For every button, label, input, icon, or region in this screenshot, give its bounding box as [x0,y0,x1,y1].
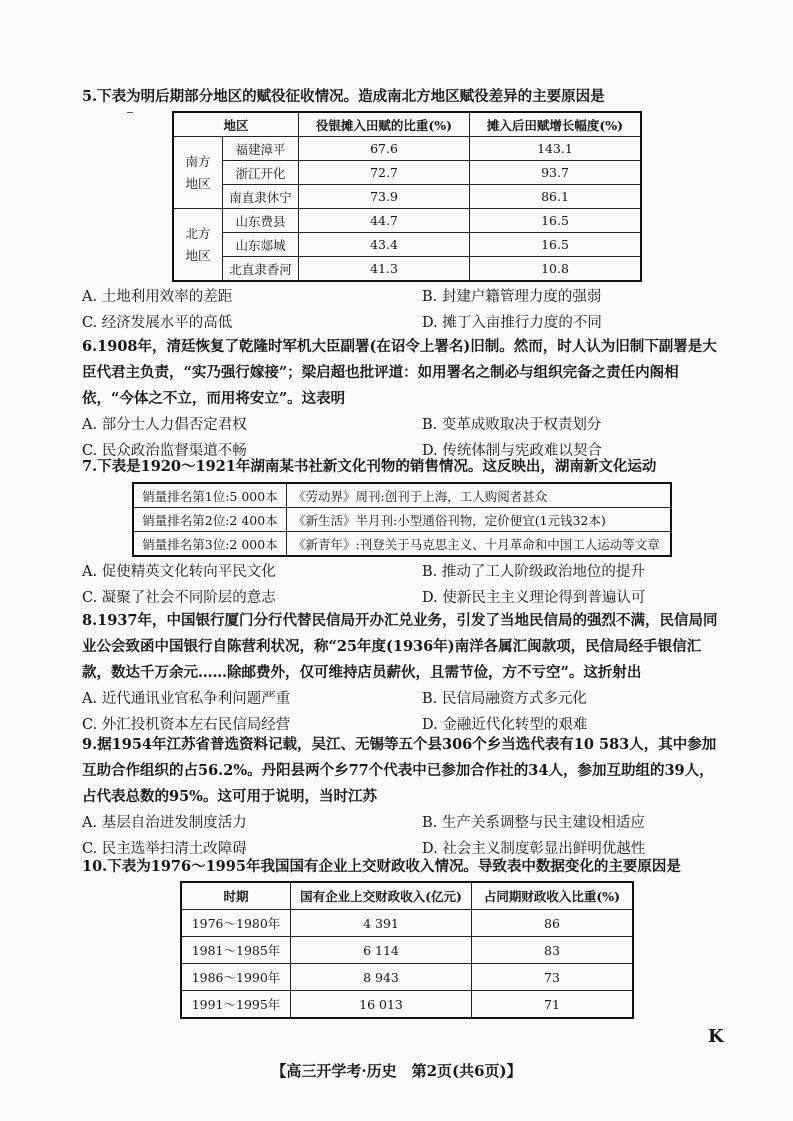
q5-table [172,111,642,282]
q10-cell: 83 [472,937,634,964]
q7-cell-rank: 销量排名第2位:2 400本 [133,508,287,532]
question-5-options [82,284,722,336]
q6-option-b[interactable]: B. 变革成败取决于权责划分 [422,417,602,433]
q5-cell: 72.7 [299,161,470,185]
q5-cell: 16.5 [470,209,642,233]
q10-cell: 16 013 [291,991,472,1019]
question-8 [82,608,722,738]
question-7-options [82,559,722,611]
q5-cell: 93.7 [470,161,642,185]
q7-cell-desc: 《新生活》半月刊:小型通俗刊物，定价便宜(1元钱32本) [287,508,672,532]
q10-cell: 86 [472,910,634,937]
q8-option-a[interactable]: A. 近代通讯业官私争利问题严重 [82,691,291,707]
q5-cell: 86.1 [470,185,642,209]
q10-header-period: 时期 [181,882,291,910]
question-9 [82,732,722,862]
question-8-stem: 8.1937年，中国银行厦门分行代替民信局开办汇兑业务，引发了当地民信局的强烈不满，民信局同业公会致函中国银行自陈营利状况，称“25年度(1936年)南洋各属汇闽款项，民信局经手银信汇款，数达千万余元……除邮费外，仅可维持店员薪伙，且需节俭，方不亏空”。这折射出 [82,612,718,681]
q5-cell: 福建漳平 [223,137,299,161]
question-7-stem: 7.下表是1920～1921年湖南某书社新文化刊物的销售情况。这反映出，湖南新文化运动 [82,458,657,475]
q10-table [180,881,634,1019]
question-7 [82,454,722,480]
q10-cell: 1976～1980年 [181,910,291,937]
q5-option-b[interactable]: B. 封建户籍管理力度的强弱 [422,289,602,305]
q7-cell-desc: 《新青年》:刊登关于马克思主义、十月革命和中国工人运动等文章 [287,532,672,557]
q10-cell: 6 114 [291,937,472,964]
q7-option-c[interactable]: C. 凝聚了社会不同阶层的意志 [82,590,276,606]
q5-cell: 41.3 [299,257,470,282]
q7-cell-desc: 《劳动界》周刊:创刊于上海，工人购阅者甚众 [287,483,672,508]
q5-header-region: 地区 [173,112,299,137]
q7-cell-rank: 销量排名第1位:5 000本 [133,483,287,508]
q10-cell: 71 [472,991,634,1019]
q8-option-c[interactable]: C. 外汇投机资本左右民信局经营 [82,717,291,733]
q7-option-b[interactable]: B. 推动了工人阶级政治地位的提升 [422,564,645,580]
q5-option-a[interactable]: A. 土地利用效率的差距 [82,289,233,305]
q10-cell: 73 [472,964,634,991]
q5-header-ratio: 役银摊入田赋的比重(%) [299,112,470,137]
q5-cell: 山东郯城 [223,233,299,257]
question-10 [82,854,722,880]
q6-option-c[interactable]: C. 民众政治监督渠道不畅 [82,443,247,459]
q9-option-d[interactable]: D. 社会主义制度彰显出鲜明优越性 [422,841,646,857]
q7-option-d[interactable]: D. 使新民主主义理论得到普遍认可 [422,590,646,606]
q10-cell: 1986～1990年 [181,964,291,991]
q5-header-growth: 摊入后田赋增长幅度(%) [470,112,642,137]
q6-option-a[interactable]: A. 部分士人力倡否定君权 [82,417,247,433]
stray-mark [127,112,133,113]
q5-cell: 44.7 [299,209,470,233]
q5-cell: 143.1 [470,137,642,161]
q5-option-c[interactable]: C. 经济发展水平的高低 [82,315,233,331]
q5-cell: 73.9 [299,185,470,209]
q9-option-b[interactable]: B. 生产关系调整与民主建设相适应 [422,815,645,831]
q9-option-c[interactable]: C. 民主选举扫清土改障碍 [82,841,247,857]
q5-option-d[interactable]: D. 摊丁入亩推行力度的不同 [422,315,602,331]
q5-group-south: 南方地区 [173,137,223,209]
q10-header-share: 占同期财政收入比重(%) [472,882,634,910]
q5-cell: 67.6 [299,137,470,161]
q10-cell: 1991～1995年 [181,991,291,1019]
q9-option-a[interactable]: A. 基层自治迸发制度活力 [82,815,247,831]
q10-cell: 1981～1985年 [181,937,291,964]
question-9-stem: 9.据1954年江苏省普选资料记载，吴江、无锡等五个县306个乡当选代表有10 583人，其中参加互助合作组织的占56.2%。丹阳县两个乡77个代表中已参加合作社的34人，参加互助组的39人，占代表总数的95%。这可用于说明，当时江苏 [82,736,717,805]
question-6 [82,334,722,464]
q7-table [132,482,672,557]
page-footer: 【高三开学考·历史 第2页(共6页)】 [271,1062,522,1080]
q6-option-d[interactable]: D. 传统体制与宪政难以契合 [422,443,602,459]
q10-cell: 4 391 [291,910,472,937]
q7-option-a[interactable]: A. 促使精英文化转向平民文化 [82,564,276,580]
question-10-stem: 10.下表为1976～1995年我国国有企业上交财政收入情况。导致表中数据变化的主要原因是 [82,858,681,875]
question-5-stem: 5.下表为明后期部分地区的赋役征收情况。造成南北方地区赋役差异的主要原因是 [82,88,605,105]
question-5 [82,84,722,110]
q5-cell: 10.8 [470,257,642,282]
q5-cell: 43.4 [299,233,470,257]
question-6-stem: 6.1908年，清廷恢复了乾隆时军机大臣副署(在诏令上署名)旧制。然而，时人认为旧制下副署是大臣代君主负责，“实乃强行嫁接”；梁启超也批评道：如用署名之制必与组织完备之责任内阁相依，“今体之不立，而用将安立”。这表明 [82,338,717,407]
q5-cell: 16.5 [470,233,642,257]
q8-option-d[interactable]: D. 金融近代化转型的艰难 [422,717,588,733]
q7-cell-rank: 销量排名第3位:2 000本 [133,532,287,557]
q10-header-revenue: 国有企业上交财政收入(亿元) [291,882,472,910]
q5-cell: 山东费县 [223,209,299,233]
q5-cell: 北直隶香河 [223,257,299,282]
q5-cell: 南直隶休宁 [223,185,299,209]
corner-mark: K [708,1026,724,1047]
q8-option-b[interactable]: B. 民信局融资方式多元化 [422,691,587,707]
q5-cell: 浙江开化 [223,161,299,185]
q5-group-north: 北方地区 [173,209,223,282]
q10-cell: 8 943 [291,964,472,991]
